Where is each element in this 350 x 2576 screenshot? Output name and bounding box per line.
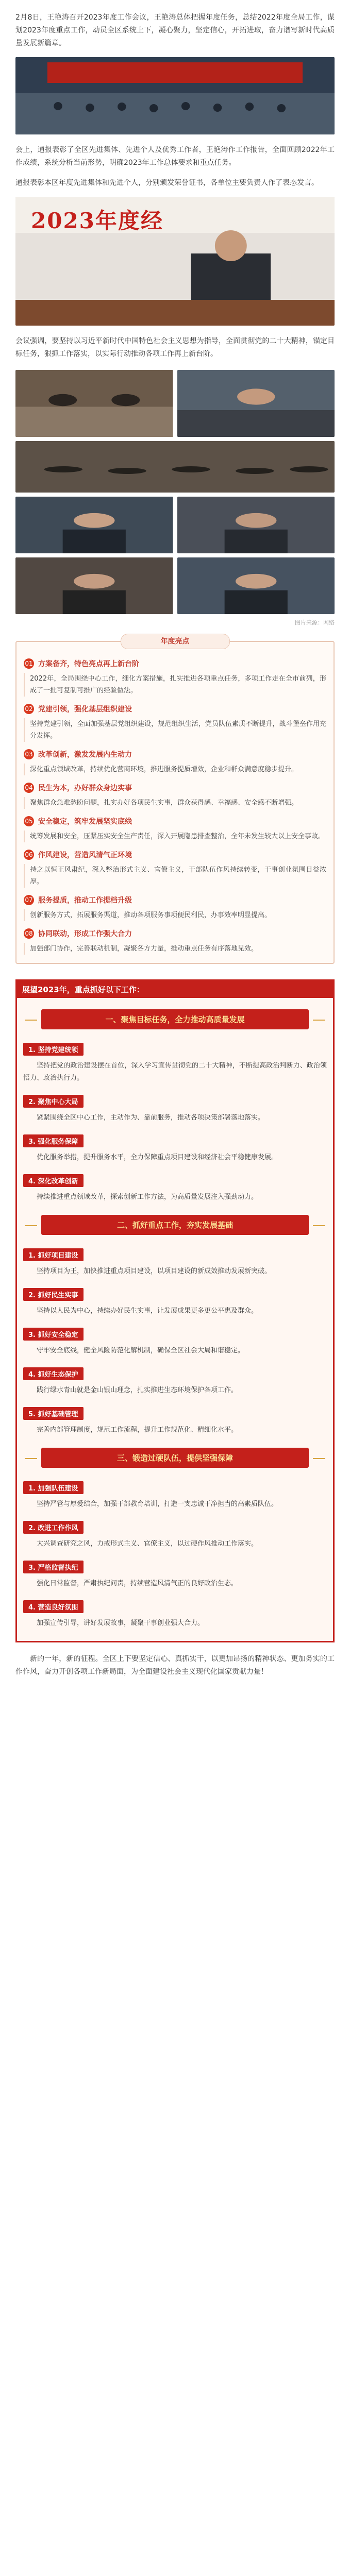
sub-body: 守牢安全底线，健全风险防范化解机制，确保全区社会大局和谐稳定。 xyxy=(37,1347,245,1354)
highlights-tag: 年度亮点 xyxy=(121,634,230,649)
speaker-photo xyxy=(15,197,335,326)
highlight-body: 统筹发展和安全，压紧压实安全生产责任，深入开展隐患排查整治，全年未发生较大以上安全事故。 xyxy=(24,831,326,842)
highlight-title: 服务提质，推动工作提档升级 xyxy=(38,896,132,905)
highlight-body: 创新服务方式，拓展服务渠道，推动各项服务事项便民利民，办事效率明显提高。 xyxy=(24,909,326,921)
grid-photo-5 xyxy=(177,497,335,553)
sub-label: 3. 严格监督执纪 xyxy=(23,1561,84,1573)
grid-photo-7 xyxy=(177,557,335,614)
number-badge: 06 xyxy=(24,850,34,860)
sub-label: 2. 聚焦中心大局 xyxy=(23,1095,84,1108)
number-badge: 02 xyxy=(24,704,34,714)
number-badge: 05 xyxy=(24,816,34,826)
plan-header: 展望2023年，重点抓好以下工作： xyxy=(17,981,333,998)
intro-paragraph-3: 通报表彰本区年度先进集体和先进个人，分别颁发荣誉证书，各单位主要负责人作了表态发言。 xyxy=(15,179,319,187)
sub-body: 大兴调查研究之风，力戒形式主义、官僚主义，以过硬作风推动工作落实。 xyxy=(37,1540,258,1548)
sub-label: 3. 强化服务保障 xyxy=(23,1134,84,1147)
sub-body: 坚持严管与厚爱结合，加强干部教育培训，打造一支忠诚干净担当的高素质队伍。 xyxy=(37,1500,278,1508)
section-banner: 一、聚焦目标任务，全力推动高质量发展 xyxy=(41,1009,309,1029)
sub-body: 强化日常监督，严肃执纪问责，持续营造风清气正的良好政治生态。 xyxy=(37,1580,238,1587)
highlight-body: 聚焦群众急难愁盼问题，扎实办好各项民生实事，群众获得感、幸福感、安全感不断增强。 xyxy=(24,797,326,809)
highlight-body: 持之以恒正风肃纪，深入整治形式主义、官僚主义，干部队伍作风持续转变，干事创业氛围日益浓厚。 xyxy=(24,864,326,888)
grid-photo-3 xyxy=(15,441,335,493)
highlight-item-head xyxy=(24,895,326,905)
sub-body: 紧紧围绕全区中心工作，主动作为、靠前服务，推动各项决策部署落地落实。 xyxy=(37,1114,265,1122)
grid-photo-2 xyxy=(177,370,335,437)
closing-paragraph: 新的一年，新的征程。全区上下要坚定信心、真抓实干，以更加昂扬的精神状态、更加务实的工作作风，奋力开创各项工作新局面，为全面建设社会主义现代化国家贡献力量！ xyxy=(15,1655,335,1676)
section-banner: 二、抓好重点工作，夯实发展基础 xyxy=(41,1215,309,1235)
highlight-body: 坚持党建引领，全面加强基层党组织建设，规范组织生活，党员队伍素质不断提升，战斗堡垒作用充分发挥。 xyxy=(24,718,326,742)
banner-text: 2023年度经 xyxy=(31,208,163,233)
highlight-title: 民生为本，办好群众身边实事 xyxy=(38,784,132,792)
sub-label: 3. 抓好安全稳定 xyxy=(23,1328,84,1341)
highlight-item-head xyxy=(24,749,326,759)
sub-label: 1. 抓好项目建设 xyxy=(23,1248,84,1261)
highlight-title: 作风建设，营造风清气正环境 xyxy=(38,851,132,859)
grid-photo-4 xyxy=(15,497,173,553)
sub-body: 优化服务举措，提升服务水平，全力保障重点项目建设和经济社会平稳健康发展。 xyxy=(37,1154,278,1161)
highlight-body: 深化重点领域改革，持续优化营商环境，推进服务提质增效，企业和群众满意度稳步提升。 xyxy=(24,764,326,775)
number-badge: 08 xyxy=(24,928,34,939)
highlight-item-head xyxy=(24,928,326,939)
sub-label: 2. 改进工作作风 xyxy=(23,1521,84,1534)
sub-body: 坚持项目为王，加快推进重点项目建设，以项目建设的新成效推动发展新突破。 xyxy=(37,1267,272,1275)
highlight-title: 协同联动，形成工作强大合力 xyxy=(38,930,132,938)
highlight-item-head xyxy=(24,816,326,826)
photo-credit: 图片来源：网络 xyxy=(295,619,335,626)
sub-label: 4. 抓好生态保护 xyxy=(23,1367,84,1380)
meeting-photo-1 xyxy=(15,57,335,134)
sub-label: 1. 坚持党建统领 xyxy=(23,1043,84,1056)
highlight-body: 2022年，全局围绕中心工作，细化方案措施，扎实推进各项重点任务，多项工作走在全市前列，形成了一批可复制可推广的经验做法。 xyxy=(24,673,326,697)
sub-body: 坚持以人民为中心，持续办好民生实事，让发展成果更多更公平惠及群众。 xyxy=(37,1307,258,1315)
sub-body: 坚持把党的政治建设摆在首位，深入学习宣传贯彻党的二十大精神，不断提高政治判断力、政治领悟力、政治执行力。 xyxy=(23,1062,327,1082)
sub-body: 加强宣传引导，讲好发展故事，凝聚干事创业强大合力。 xyxy=(37,1619,205,1627)
highlight-body: 加强部门协作，完善联动机制，凝聚各方力量，推动重点任务有序落地见效。 xyxy=(24,943,326,955)
highlight-list xyxy=(24,658,326,955)
sub-body: 持续推进重点领域改革，探索创新工作方法，为高质量发展注入强劲动力。 xyxy=(37,1193,258,1201)
sub-label: 1. 加强队伍建设 xyxy=(23,1481,84,1494)
sub-label: 4. 深化改革创新 xyxy=(23,1174,84,1187)
number-badge: 01 xyxy=(24,658,34,669)
highlights-box xyxy=(15,637,335,964)
number-badge: 07 xyxy=(24,895,34,905)
highlight-item-head xyxy=(24,783,326,793)
sub-body: 完善内部管理制度，规范工作流程，提升工作规范化、精细化水平。 xyxy=(37,1426,238,1434)
plan-box xyxy=(15,979,335,1642)
section-banner: 三、锻造过硬队伍，提供坚强保障 xyxy=(41,1448,309,1468)
grid-photo-6 xyxy=(15,557,173,614)
sub-label: 5. 抓好基础管理 xyxy=(23,1407,84,1420)
highlight-title: 安全稳定，筑牢发展坚实底线 xyxy=(38,818,132,826)
sub-label: 2. 抓好民生实事 xyxy=(23,1288,84,1301)
highlight-title: 方案备齐，特色亮点再上新台阶 xyxy=(38,660,139,668)
highlight-item-head xyxy=(24,704,326,714)
number-badge: 03 xyxy=(24,749,34,759)
sub-body: 践行绿水青山就是金山银山理念，扎实推进生态环境保护各项工作。 xyxy=(37,1386,238,1394)
highlight-title: 党建引领，强化基层组织建设 xyxy=(38,705,132,714)
highlight-title: 改革创新，激发发展内生动力 xyxy=(38,751,132,759)
photo-grid xyxy=(15,370,335,614)
grid-photo-1 xyxy=(15,370,173,437)
intro-paragraph-2: 会上，通报表彰了全区先进集体、先进个人及优秀工作者，王艳涛作工作报告，全面回顾2022年工作成绩，系统分析当前形势，明确2023年工作总体要求和重点任务。 xyxy=(15,146,335,167)
highlight-item-head xyxy=(24,850,326,860)
sub-label: 4. 营造良好氛围 xyxy=(23,1600,84,1613)
plan-sections xyxy=(23,1009,327,1630)
mid-paragraph: 会议强调，要坚持以习近平新时代中国特色社会主义思想为指导，全面贯彻党的二十大精神，锚定目标任务，狠抓工作落实，以实际行动推动各项工作再上新台阶。 xyxy=(15,337,335,358)
intro-paragraph-1: 2月8日，王艳涛召开2023年度工作会议，王艳涛总体把握年度任务，总结2022年度全局工作，谋划2023年度重点工作，动员全区系统上下，凝心聚力，坚定信心，开拓进取，奋力谱写新时代高质量发展新篇章。 xyxy=(15,13,335,47)
number-badge: 04 xyxy=(24,783,34,793)
highlight-item-head xyxy=(24,658,326,669)
